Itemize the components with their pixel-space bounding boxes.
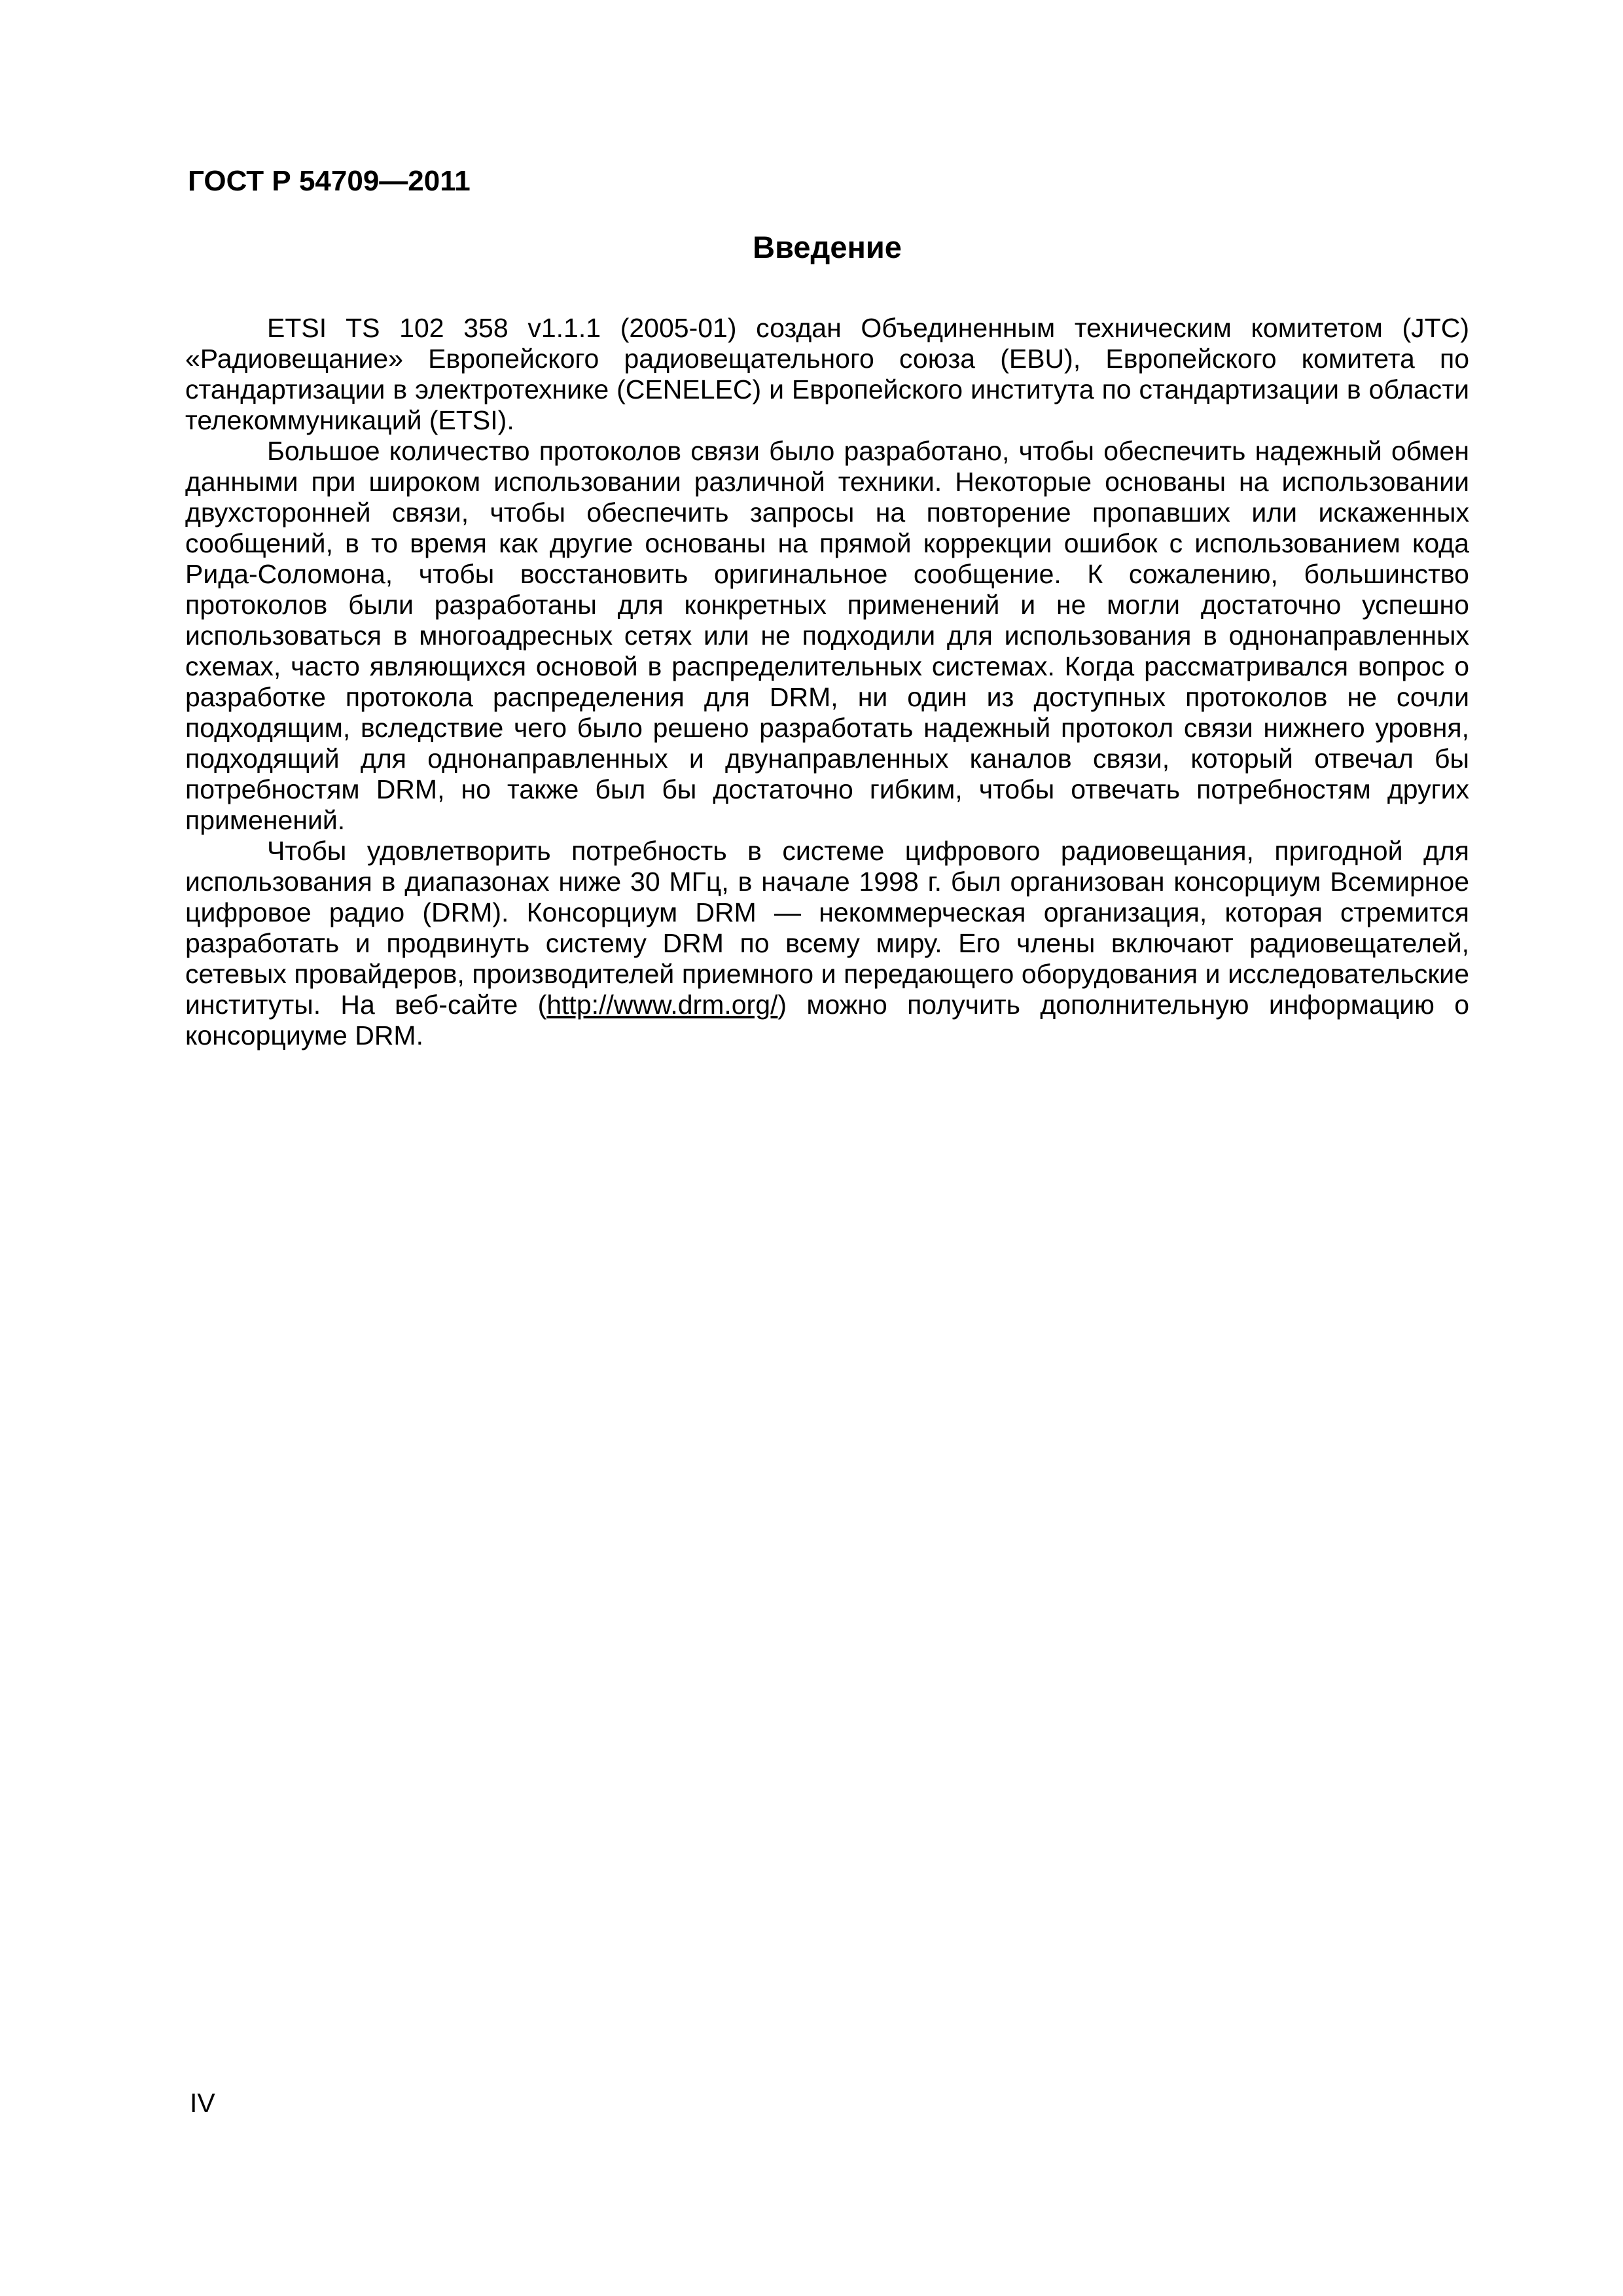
body-text: [185, 313, 1469, 1051]
page-number: IV: [190, 2088, 215, 2118]
page-title: Введение: [753, 230, 902, 264]
paragraph-drm-consortium: [185, 836, 1469, 1051]
drm-website-link[interactable]: http://www.drm.org/: [546, 990, 778, 1020]
paragraph-protocols: Большое количество протоколов связи было разработано, чтобы обеспечить надежный обмен данными при широком использовании различной техники. Некоторые основаны на использовании двухсторонней связи, чтобы обеспечить запросы на повторение пропавших или искаженных сообщений, в то время как другие основаны на прямой коррекции ошибок с использованием кода Рида-Соломона, чтобы восстановить оригинальное сообщение. К сожалению, большинство протоколов были разработаны для конкретных применений и не могли достаточно успешно использоваться в многоадресных сетях или не подходили для использования в однонаправленных схемах, часто являющихся основой в распределительных системах. Когда рассматривался вопрос о разработке протокола распределения для DRM, ни один из доступных протоколов не сочли подходящим, вследствие чего было решено разработать надежный протокол связи нижнего уровня, подходящий для однонаправленных и двунаправленных каналов связи, который отвечал бы потребностям DRM, но также был бы достаточно гибким, чтобы отвечать потребностям других применений.: [185, 436, 1469, 835]
paragraph-etsi-origin: ETSI TS 102 358 v1.1.1 (2005-01) создан Объединенным техническим комитетом (JTC) «Радиовещание» Европейского радиовещательного союза (EBU), Европейского комитета по стандартизации в электротехнике (CENELEC) и Европейского института по стандартизации в области телекоммуникаций (ETSI).: [185, 313, 1469, 435]
paragraph-3-text-before-link: Чтобы удовлетворить потребность в системе цифрового радиовещания, пригодной для использования в диапазонах ниже 30 МГц, в начале 1998 г. был организован консорциум Всемирное цифровое радио (DRM). Консорциум DRM — некоммерческая организация, которая стремится разработать и продвинуть систему DRM по всему миру. Его члены включают радиовещателей, сетевых провайдеров, производителей приемного и передающего оборудования и исследовательские институты. На веб-сайте (: [185, 836, 1469, 1020]
document-number: ГОСТ Р 54709—2011: [188, 165, 471, 197]
paragraph-3-text-after-link: ) можно получить дополнительную информацию о консорциуме DRM.: [185, 990, 1469, 1050]
